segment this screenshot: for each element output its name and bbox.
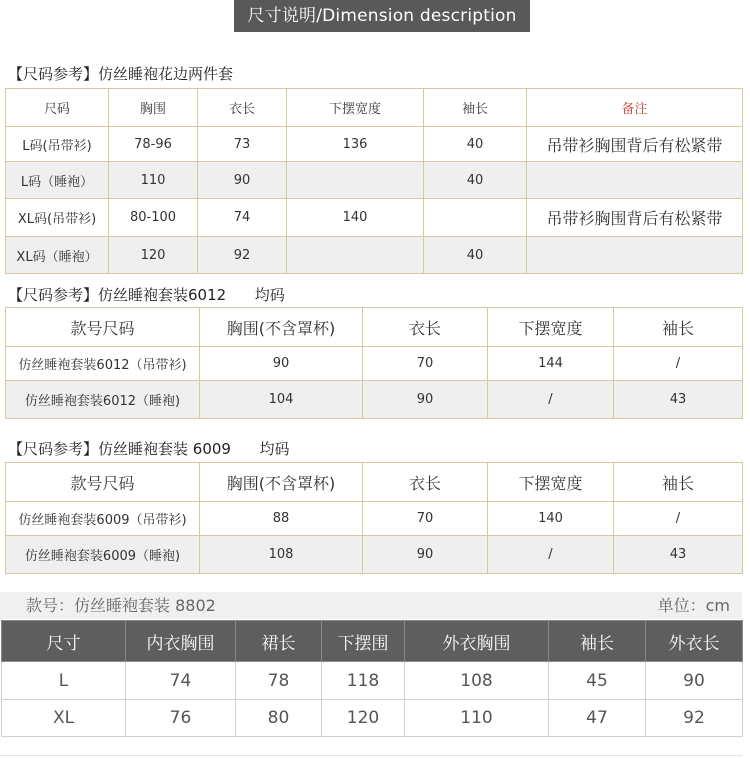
table-cell: 92	[198, 237, 287, 274]
header-cell: 袖长	[424, 89, 527, 127]
section1-caption: 【尺码参考】仿丝睡袍花边两件套	[8, 65, 234, 83]
table-cell: /	[488, 381, 614, 419]
table-cell: 仿丝睡袍套装6009（睡袍)	[6, 536, 200, 574]
table-row	[6, 502, 743, 536]
section3-caption: 【尺码参考】仿丝睡袍套装 6009 均码	[8, 440, 290, 458]
table-cell: XL码(吊带衫)	[6, 199, 109, 237]
table-cell: 73	[198, 127, 287, 162]
table-cell: 120	[109, 237, 198, 274]
table-cell: 108	[200, 536, 363, 574]
unit-label: 单位：cm	[657, 596, 730, 615]
table-header-row	[6, 89, 743, 127]
table-cell: 90	[200, 347, 363, 381]
size-table-lace-set	[5, 88, 743, 274]
header-cell: 衣长	[363, 308, 488, 347]
size-table-8802	[1, 620, 743, 737]
table-cell: 120	[322, 700, 405, 737]
header-cell: 袖长	[614, 463, 743, 502]
table-cell	[527, 237, 743, 274]
table-cell: 76	[126, 700, 236, 737]
table-cell: 70	[363, 502, 488, 536]
header-cell: 衣长	[198, 89, 287, 127]
table-row	[6, 381, 743, 419]
table-cell: 74	[126, 662, 236, 700]
header-cell: 尺寸	[2, 621, 126, 662]
table-row	[6, 162, 743, 199]
table-cell: 70	[363, 347, 488, 381]
table-cell: 118	[322, 662, 405, 700]
table-cell: 80	[236, 700, 322, 737]
table-cell: 仿丝睡袍套装6012（睡袍)	[6, 381, 200, 419]
header-cell: 胸围(不含罩杯)	[200, 463, 363, 502]
table-cell: 88	[200, 502, 363, 536]
table-cell	[287, 162, 424, 199]
table-header-row	[6, 463, 743, 502]
table-cell: /	[614, 502, 743, 536]
table-row	[2, 700, 743, 737]
table-row	[2, 662, 743, 700]
header-cell: 胸围(不含罩杯)	[200, 308, 363, 347]
table-cell: L	[2, 662, 126, 700]
header-cell: 款号尺码	[6, 308, 200, 347]
table-cell: 110	[405, 700, 549, 737]
table-cell: 92	[646, 700, 743, 737]
table-cell: /	[614, 347, 743, 381]
header-cell: 款号尺码	[6, 463, 200, 502]
header-cell: 尺码	[6, 89, 109, 127]
table-cell: 104	[200, 381, 363, 419]
table-cell: 108	[405, 662, 549, 700]
header-cell-remarks: 备注	[527, 89, 743, 127]
header-cell: 内衣胸围	[126, 621, 236, 662]
table-cell: 80-100	[109, 199, 198, 237]
table-header-row	[2, 621, 743, 662]
table-cell: 136	[287, 127, 424, 162]
table-row	[6, 199, 743, 237]
table-cell: 仿丝睡袍套装6009（吊带衫)	[6, 502, 200, 536]
header-cell: 衣长	[363, 463, 488, 502]
table-cell: 47	[549, 700, 646, 737]
header-cell: 下摆宽度	[488, 463, 614, 502]
section2-caption: 【尺码参考】仿丝睡袍套装6012 均码	[8, 286, 285, 304]
table-cell: 90	[363, 381, 488, 419]
table-cell: 110	[109, 162, 198, 199]
table-cell: 40	[424, 162, 527, 199]
table-cell: 45	[549, 662, 646, 700]
table-cell: XL	[2, 700, 126, 737]
table-cell: 78-96	[109, 127, 198, 162]
header-cell: 袖长	[614, 308, 743, 347]
table-cell: 90	[198, 162, 287, 199]
table-cell: 43	[614, 536, 743, 574]
header-cell: 袖长	[549, 621, 646, 662]
table-row	[6, 536, 743, 574]
table-cell: 140	[488, 502, 614, 536]
header-cell: 下摆围	[322, 621, 405, 662]
table-row	[6, 347, 743, 381]
table-cell: 43	[614, 381, 743, 419]
table-row	[6, 127, 743, 162]
header-cell: 胸围	[109, 89, 198, 127]
table-cell: /	[488, 536, 614, 574]
table-cell: 40	[424, 237, 527, 274]
table-cell: 吊带衫胸围背后有松紧带	[527, 199, 743, 237]
table-cell: 140	[287, 199, 424, 237]
table-cell: 40	[424, 127, 527, 162]
table-cell	[527, 162, 743, 199]
table-cell: 78	[236, 662, 322, 700]
table-cell: L码（睡袍）	[6, 162, 109, 199]
table-row	[6, 237, 743, 274]
table-cell: 90	[646, 662, 743, 700]
header-cell: 外衣胸围	[405, 621, 549, 662]
size-table-6012	[5, 307, 743, 419]
table-cell: 74	[198, 199, 287, 237]
table-cell	[287, 237, 424, 274]
table-header-row	[6, 308, 743, 347]
table-cell: 90	[363, 536, 488, 574]
table-cell: XL码（睡袍）	[6, 237, 109, 274]
header-cell: 下摆宽度	[287, 89, 424, 127]
table-cell: 吊带衫胸围背后有松紧带	[527, 127, 743, 162]
section4-header-bar	[0, 592, 742, 619]
table-cell	[424, 199, 527, 237]
size-table-6009	[5, 462, 743, 574]
model-number: 款号：仿丝睡袍套装 8802	[26, 596, 216, 615]
table-cell: 仿丝睡袍套装6012（吊带衫)	[6, 347, 200, 381]
table-cell: L码(吊带衫)	[6, 127, 109, 162]
header-cell: 裙长	[236, 621, 322, 662]
page-banner: 尺寸说明/Dimension description	[234, 0, 530, 32]
header-cell: 外衣长	[646, 621, 743, 662]
header-cell: 下摆宽度	[488, 308, 614, 347]
table-cell: 144	[488, 347, 614, 381]
divider	[0, 755, 742, 756]
